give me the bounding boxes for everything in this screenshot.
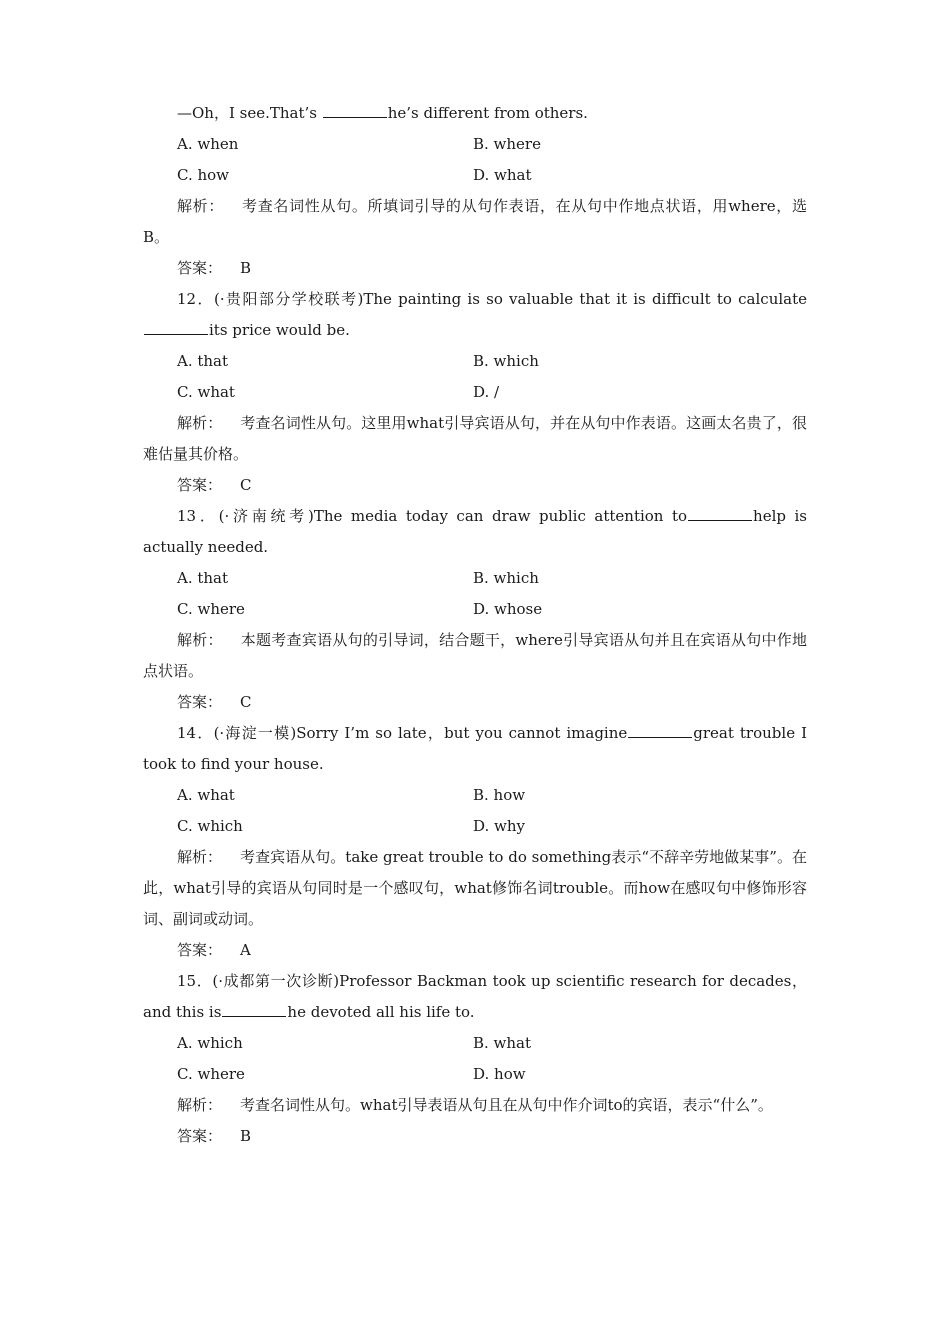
answer (143, 687, 807, 718)
answer-blank (144, 320, 208, 335)
option-a: A. which (177, 1034, 243, 1052)
options-row (143, 129, 807, 160)
stem-text: its price would be. (209, 321, 350, 339)
option-d: D. what (473, 166, 532, 184)
analysis-label: 解析： (177, 631, 223, 649)
stem-text: he’s different from others. (387, 104, 588, 122)
options-row (143, 1028, 807, 1059)
question-stem (143, 501, 807, 563)
question-list (143, 98, 807, 1152)
option-b: B. what (473, 1034, 532, 1052)
option-a: A. that (177, 569, 229, 587)
option-c: C. how (177, 166, 230, 184)
analysis-text: 考查名词性从句。what引导表语从句且在从句中作介词to的宾语，表示“什么”。 (240, 1096, 773, 1114)
answer-label: 答案： (177, 693, 223, 711)
option-b: B. how (473, 786, 526, 804)
option-a: A. what (177, 786, 235, 804)
stem-text: great trouble I took to find your house. (143, 724, 808, 773)
stem-text: he devoted all his life to. (287, 1003, 475, 1021)
option-a: A. that (177, 352, 229, 370)
options-row (143, 1059, 807, 1090)
option-b: B. which (473, 352, 539, 370)
answer (143, 470, 807, 501)
question-stem (143, 284, 807, 346)
analysis (143, 408, 807, 470)
answer-value: C (240, 693, 252, 711)
analysis-label: 解析： (177, 197, 225, 215)
options-row (143, 346, 807, 377)
stem-text: The media today can draw public attention to (313, 507, 688, 525)
question-number: 13．(·济南统考) (177, 507, 314, 525)
answer-label: 答案： (177, 259, 223, 277)
analysis (143, 842, 807, 935)
option-d: D. why (473, 817, 526, 835)
options-row (143, 780, 807, 811)
stem-text: Sorry I’m so late，but you cannot imagine (296, 724, 628, 742)
answer-blank (323, 103, 387, 118)
analysis (143, 625, 807, 687)
option-c: C. where (177, 600, 245, 618)
options-row (143, 811, 807, 842)
option-c: C. where (177, 1065, 245, 1083)
answer-value: C (240, 476, 252, 494)
options-row (143, 160, 807, 191)
stem-text: The painting is so valuable that it is difficult to calculate (363, 290, 808, 308)
answer-label: 答案： (177, 941, 223, 959)
options-row (143, 594, 807, 625)
stem-text: help is actually needed. (143, 507, 807, 556)
options-row (143, 377, 807, 408)
question-stem (143, 98, 807, 129)
analysis-text: 考查名词性从句。这里用what引导宾语从句，并在从句中作表语。这画太名贵了，很难估量其价格。 (143, 414, 807, 463)
option-d: D. how (473, 1065, 526, 1083)
answer (143, 1121, 807, 1152)
option-d: D. / (473, 383, 500, 401)
question-number: 15．(·成都第一次诊断) (177, 972, 340, 990)
answer-value: B (240, 259, 252, 277)
option-b: B. which (473, 569, 539, 587)
analysis-label: 解析： (177, 1096, 223, 1114)
answer-label: 答案： (177, 1127, 223, 1145)
analysis-text: 考查名词性从句。所填词引导的从句作表语，在从句中作地点状语，用where，选B。 (143, 197, 807, 246)
answer-blank (222, 1002, 286, 1017)
analysis-text: 本题考查宾语从句的引导词，结合题干，where引导宾语从句并且在宾语从句中作地点状语。 (143, 631, 807, 680)
stem-text: Professor Backman took up scientific research for decades，and this is (143, 972, 808, 1021)
stem-text: —Oh，I see.That’s (177, 104, 322, 122)
answer-value: B (240, 1127, 252, 1145)
answer (143, 935, 807, 966)
question-number: 14．(·海淀一模) (177, 724, 297, 742)
question-stem (143, 966, 807, 1028)
answer-label: 答案： (177, 476, 223, 494)
option-c: C. which (177, 817, 243, 835)
question-number: 12．(·贵阳部分学校联考) (177, 290, 364, 308)
analysis-label: 解析： (177, 848, 223, 866)
answer-blank (688, 506, 752, 521)
analysis (143, 191, 807, 253)
analysis-text: 考查宾语从句。take great trouble to do something表示“不辞辛劳地做某事”。在此，what引导的宾语从句同时是一个感叹句，what修饰名词trouble。而how在感叹句中修饰形容词、副词或动词。 (143, 848, 807, 928)
options-row (143, 563, 807, 594)
answer (143, 253, 807, 284)
option-b: B. where (473, 135, 541, 153)
answer-value: A (240, 941, 251, 959)
analysis (143, 1090, 807, 1121)
option-d: D. whose (473, 600, 543, 618)
answer-blank (628, 723, 692, 738)
analysis-label: 解析： (177, 414, 223, 432)
option-a: A. when (177, 135, 239, 153)
question-stem (143, 718, 807, 780)
option-c: C. what (177, 383, 235, 401)
